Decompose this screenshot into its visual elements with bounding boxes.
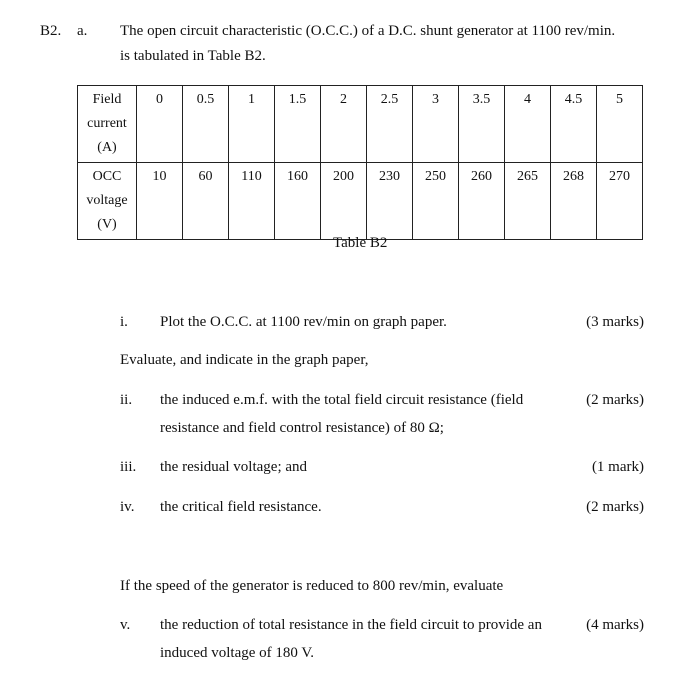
item-v-line-2: induced voltage of 180 V. — [160, 645, 315, 661]
field-current-cell: 5 — [597, 86, 643, 163]
field-current-cell: 3 — [413, 86, 459, 163]
occ-voltage-cell: 268 — [551, 163, 597, 240]
item-iii-marks: (1 mark) — [591, 459, 644, 475]
intro-line-1: The open circuit characteristic (O.C.C.) of a D.C. shunt generator at 1100 rev/min. — [120, 23, 616, 39]
field-current-cell: 1.5 — [275, 86, 321, 163]
occ-voltage-cell: 270 — [597, 163, 643, 240]
occ-voltage-cell: 260 — [459, 163, 505, 240]
item-iv-marks: (2 marks) — [586, 499, 644, 515]
item-i-number: i. — [120, 314, 128, 330]
occ-voltage-cell: 160 — [275, 163, 321, 240]
header-line: (V) — [97, 217, 117, 232]
occ-voltage-cell: 250 — [413, 163, 459, 240]
occ-voltage-cell: 60 — [183, 163, 229, 240]
item-iv-number: iv. — [120, 499, 135, 515]
field-current-cell: 4.5 — [551, 86, 597, 163]
item-i-marks: (3 marks) — [586, 314, 644, 330]
question-number: B2. — [40, 23, 62, 39]
occ-voltage-cell: 200 — [321, 163, 367, 240]
header-line: (A) — [97, 140, 117, 155]
occ-voltage-cell: 10 — [137, 163, 183, 240]
item-v-number: v. — [120, 617, 131, 633]
occ-voltage-cell: 265 — [505, 163, 551, 240]
item-iii-number: iii. — [120, 459, 137, 475]
field-current-cell: 2.5 — [367, 86, 413, 163]
occ-voltage-row — [78, 163, 643, 240]
item-i-text: Plot the O.C.C. at 1100 rev/min on graph paper. — [160, 314, 447, 330]
item-ii-number: ii. — [120, 392, 133, 408]
field-current-cell: 4 — [505, 86, 551, 163]
field-current-cell: 0 — [137, 86, 183, 163]
field-current-cell: 2 — [321, 86, 367, 163]
field-current-cell: 0.5 — [183, 86, 229, 163]
item-v-marks: (4 marks) — [586, 617, 644, 633]
question-part: a. — [77, 23, 88, 39]
item-ii-line-1: the induced e.m.f. with the total field circuit resistance (field — [160, 392, 524, 408]
occ-voltage-cell: 230 — [367, 163, 413, 240]
header-line: voltage — [86, 193, 128, 208]
occ-table — [77, 85, 643, 240]
item-v-line-1: the reduction of total resistance in the field circuit to provide an — [160, 617, 542, 633]
item-iii-text: the residual voltage; and — [160, 459, 308, 475]
item-ii-line-2: resistance and field control resistance) of 80 Ω; — [160, 420, 444, 436]
header-line: current — [87, 116, 127, 131]
field-current-cell: 3.5 — [459, 86, 505, 163]
header-line: Field — [92, 92, 122, 107]
speed-reduction-instruction: If the speed of the generator is reduced to 800 rev/min, evaluate — [120, 578, 504, 594]
evaluate-instruction: Evaluate, and indicate in the graph paper, — [120, 352, 369, 368]
field-current-row — [78, 86, 643, 163]
item-ii-marks: (2 marks) — [586, 392, 644, 408]
table-caption: Table B2 — [333, 235, 388, 251]
header-line: OCC — [92, 169, 122, 184]
intro-line-2: is tabulated in Table B2. — [120, 48, 266, 64]
field-current-cell: 1 — [229, 86, 275, 163]
field-current-header — [78, 86, 137, 163]
occ-voltage-header — [78, 163, 137, 240]
item-iv-text: the critical field resistance. — [160, 499, 322, 515]
occ-voltage-cell: 110 — [229, 163, 275, 240]
